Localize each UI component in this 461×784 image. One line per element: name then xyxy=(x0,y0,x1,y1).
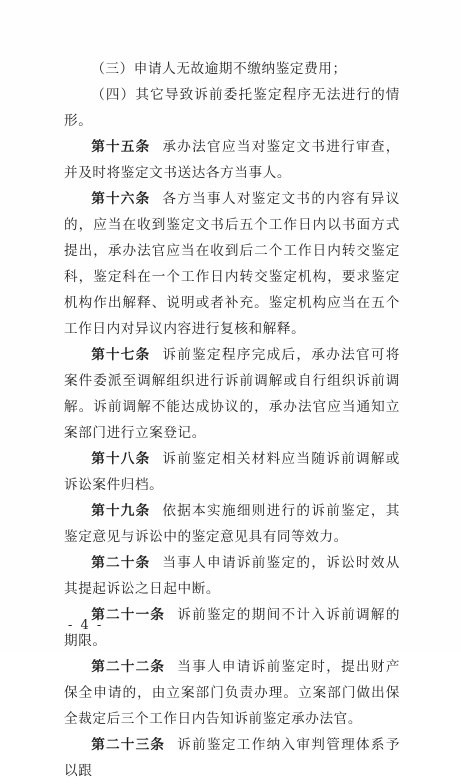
article-21 xyxy=(64,602,400,654)
article-number: 第十五条 xyxy=(91,139,151,155)
article-text: 依据本实施细则进行的诉前鉴定，其鉴定意见与诉讼中的鉴定意见具有同等效力。 xyxy=(64,503,400,545)
article-17 xyxy=(64,342,400,446)
article-text: 诉前鉴定相关材料应当随诉前调解或诉讼案件归档。 xyxy=(64,451,400,493)
article-text: 各方当事人对鉴定文书的内容有异议的，应当在收到鉴定文书后五个工作日内以书面方式提出，承办法官应当在收到后二个工作日内转交鉴定科，鉴定科在一个工作日内转交鉴定机构，要求鉴定机构作出解释、说明或者补充。鉴定机构应当在五个工作日内对异议内容进行复核和解释。 xyxy=(64,191,400,337)
article-18 xyxy=(64,446,400,498)
article-number: 第二十二条 xyxy=(91,659,166,675)
article-20 xyxy=(64,550,400,602)
article-number: 第二十三条 xyxy=(91,737,166,753)
paragraph-text: （三）申请人无故逾期不缴纳鉴定费用； xyxy=(91,61,347,77)
paragraph-item-3 xyxy=(64,56,400,82)
article-19 xyxy=(64,498,400,550)
paragraph-item-4 xyxy=(64,82,400,134)
article-text: 诉前鉴定程序完成后，承办法官可将案件委派至调解组织进行诉前调解或自行组织诉前调解。诉前调解不能达成协议的，承办法官应当通知立案部门进行立案登记。 xyxy=(64,347,400,441)
article-22 xyxy=(64,654,400,732)
article-number: 第二十条 xyxy=(91,555,151,571)
article-text: 诉前鉴定工作纳入审判管理体系予以跟 xyxy=(64,737,401,779)
article-number: 第十六条 xyxy=(91,191,151,207)
article-number: 第十八条 xyxy=(91,451,151,467)
article-23 xyxy=(64,732,400,784)
document-body xyxy=(64,56,400,784)
article-text: 诉前鉴定的期间不计入诉前调解的期限。 xyxy=(64,607,401,649)
article-number: 第十九条 xyxy=(91,503,151,519)
article-number: 第十七条 xyxy=(91,347,151,363)
article-text: 当事人申请诉前鉴定的，诉讼时效从其提起诉讼之日起中断。 xyxy=(64,555,400,597)
article-number: 第二十一条 xyxy=(91,607,166,623)
article-16 xyxy=(64,186,400,342)
article-text: 承办法官应当对鉴定文书进行审查，并及时将鉴定文书送达各方当事人。 xyxy=(64,139,400,181)
page-number: - 4 - xyxy=(68,618,104,633)
paragraph-text: （四）其它导致诉前委托鉴定程序无法进行的情形。 xyxy=(64,87,400,129)
article-text: 当事人申请诉前鉴定时，提出财产保全申请的，由立案部门负责办理。立案部门做出保全裁定后三个工作日内告知诉前鉴定承办法官。 xyxy=(64,659,401,727)
article-15 xyxy=(64,134,400,186)
